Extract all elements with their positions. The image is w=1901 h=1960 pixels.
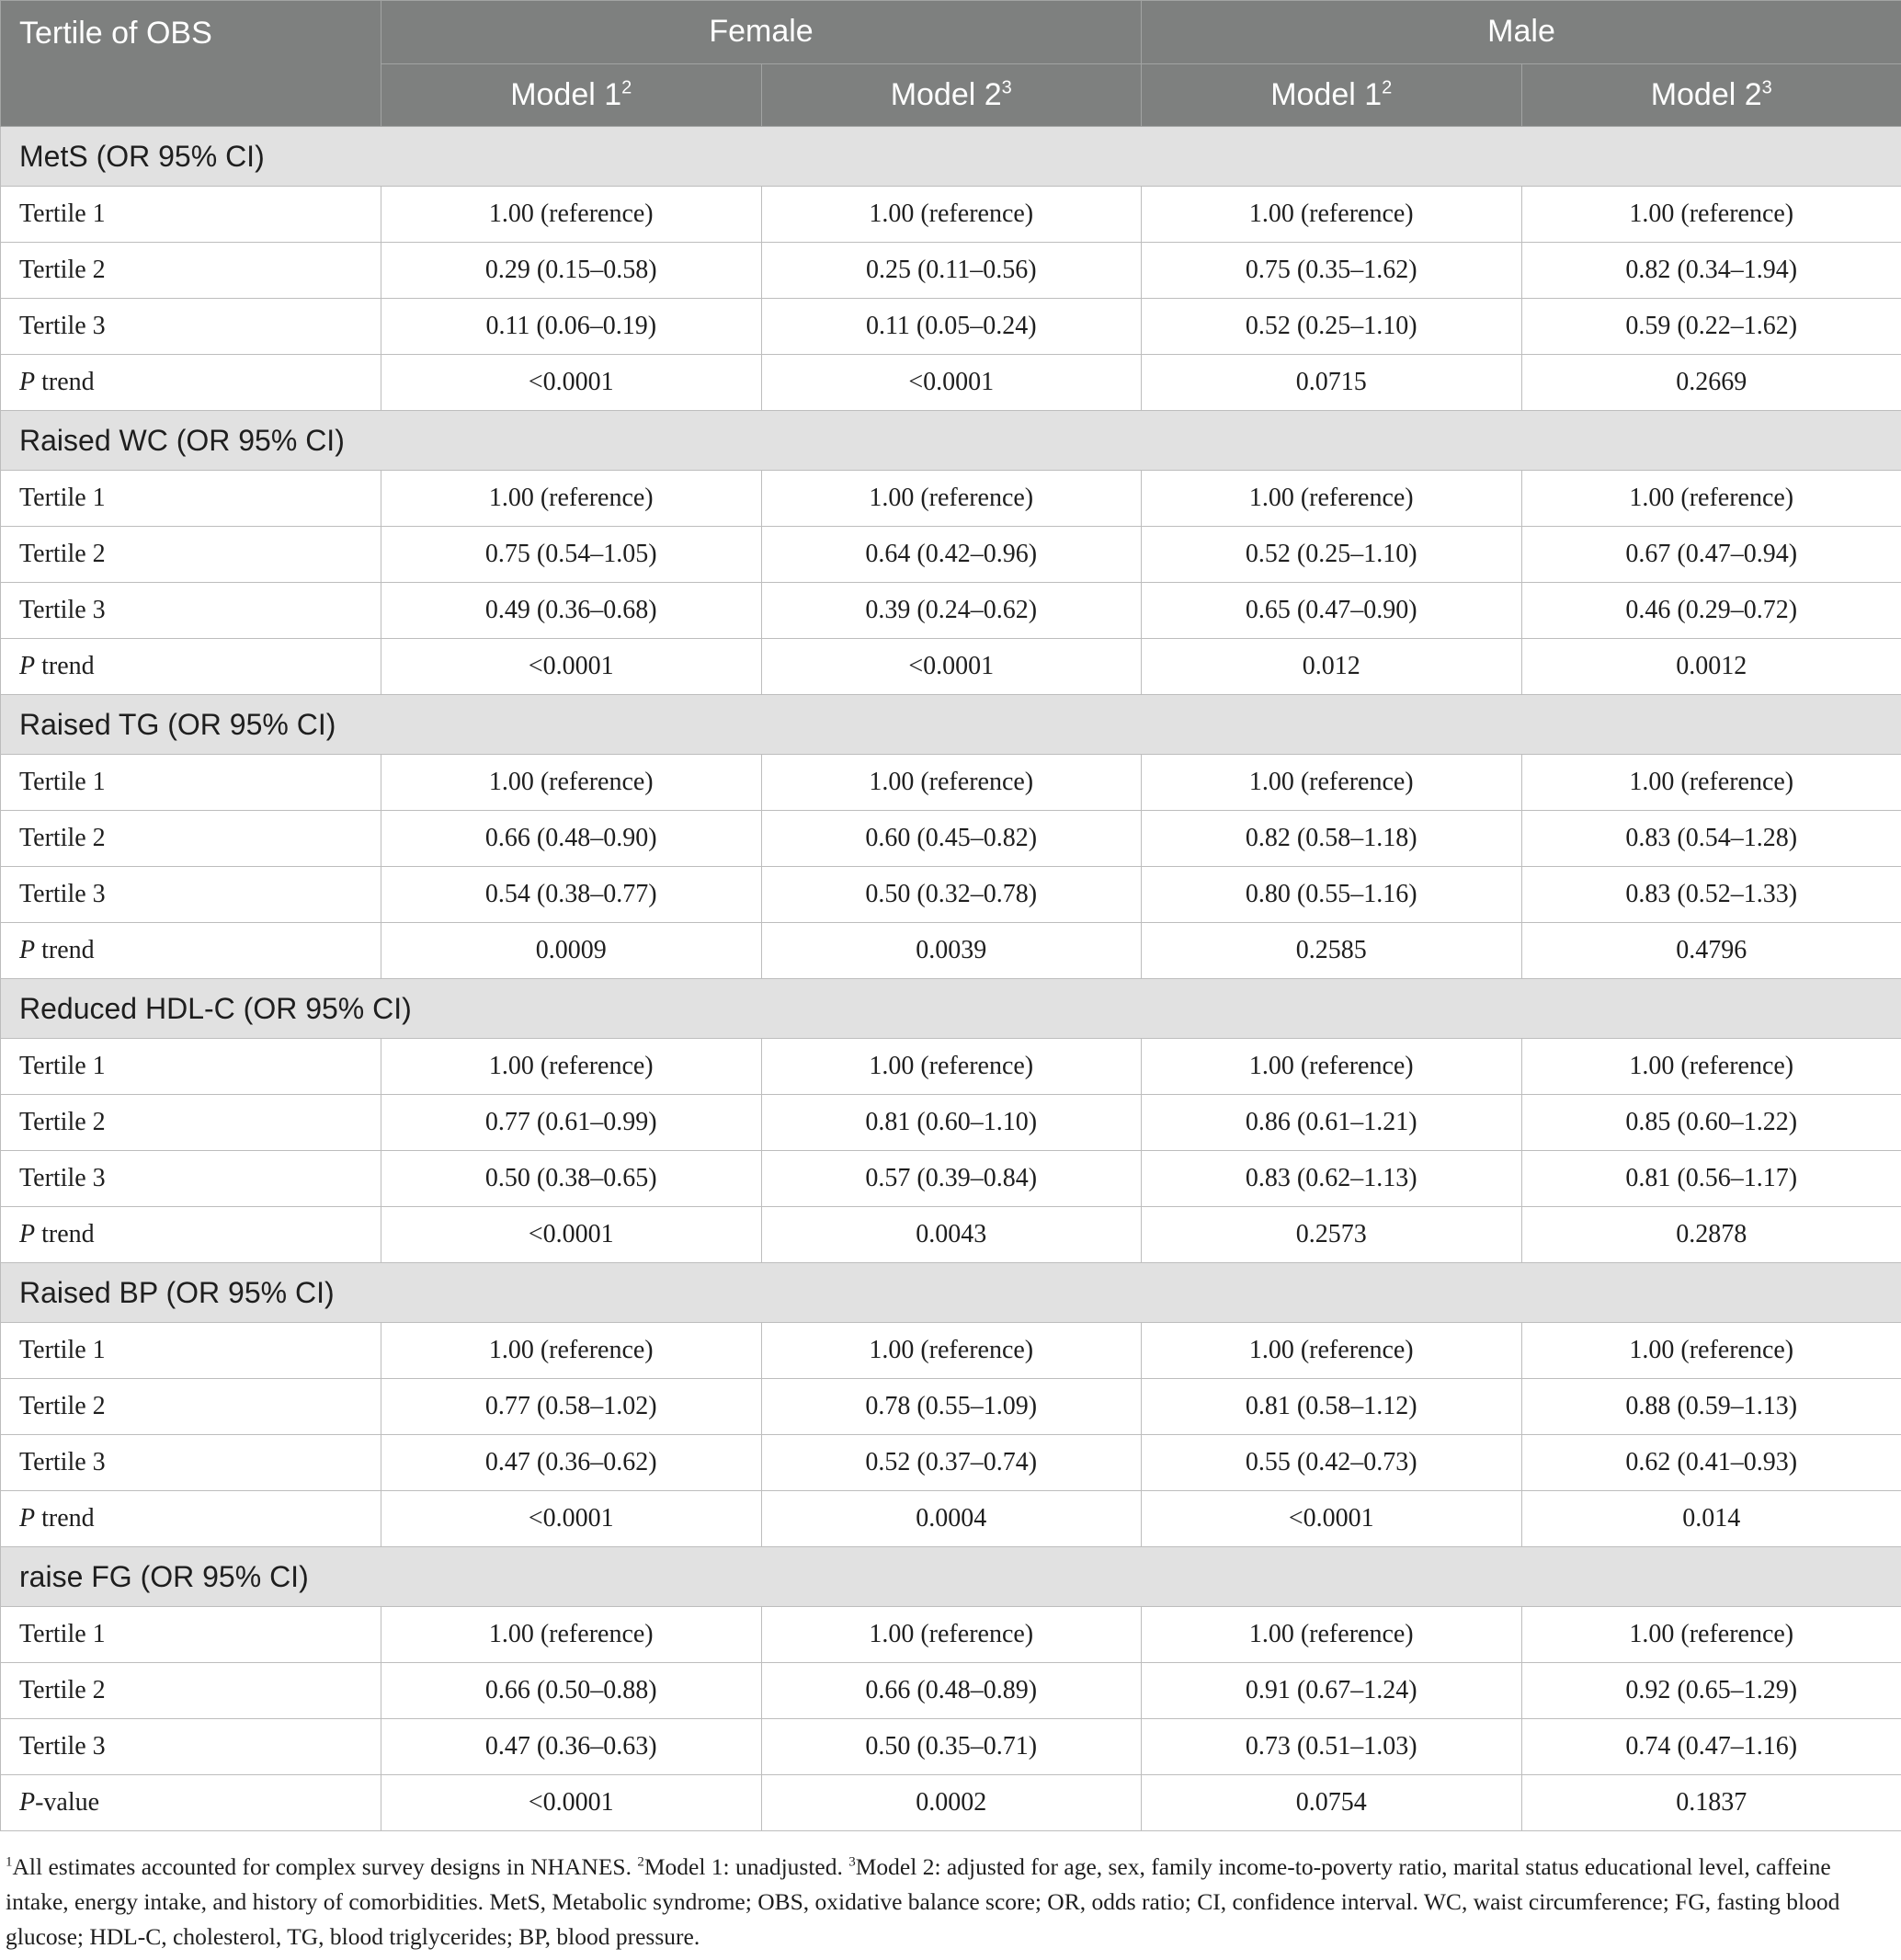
model-header-sup: 2 xyxy=(1382,77,1393,98)
table-cell: <0.0001 xyxy=(1142,1491,1522,1547)
table-footnote xyxy=(0,1850,1886,1954)
table-cell: 0.0009 xyxy=(381,923,762,979)
table-row xyxy=(1,187,1901,243)
row-label xyxy=(1,243,381,299)
table-cell: 0.81 (0.58–1.12) xyxy=(1142,1379,1522,1435)
table-cell: 1.00 (reference) xyxy=(1521,755,1901,811)
table-cell: 0.59 (0.22–1.62) xyxy=(1521,299,1901,355)
table-row xyxy=(1,1095,1901,1151)
table-cell: 1.00 (reference) xyxy=(761,187,1142,243)
table-cell: 0.29 (0.15–0.58) xyxy=(381,243,762,299)
table-cell: 0.82 (0.34–1.94) xyxy=(1521,243,1901,299)
table-cell: 0.014 xyxy=(1521,1491,1901,1547)
footnote-text: Model 1: unadjusted. xyxy=(643,1853,849,1880)
section-row xyxy=(1,695,1901,755)
table-cell: 0.39 (0.24–0.62) xyxy=(761,583,1142,639)
row-label xyxy=(1,1323,381,1379)
table-cell: 0.52 (0.25–1.10) xyxy=(1142,299,1522,355)
section-title: raise FG (OR 95% CI) xyxy=(1,1547,1901,1607)
table-row xyxy=(1,355,1901,411)
section-row xyxy=(1,1263,1901,1323)
row-label xyxy=(1,1775,381,1831)
row-label xyxy=(1,527,381,583)
row-label xyxy=(1,1039,381,1095)
section-title: Raised BP (OR 95% CI) xyxy=(1,1263,1901,1323)
table-cell: 0.2585 xyxy=(1142,923,1522,979)
model-header-sup: 2 xyxy=(621,77,632,98)
row-label-text: trend xyxy=(35,1504,95,1533)
table-cell: 0.67 (0.47–0.94) xyxy=(1521,527,1901,583)
table-cell: 0.46 (0.29–0.72) xyxy=(1521,583,1901,639)
table-cell: 0.88 (0.59–1.13) xyxy=(1521,1379,1901,1435)
table-cell: 1.00 (reference) xyxy=(761,471,1142,527)
model-header-sup: 3 xyxy=(1761,77,1772,98)
footnote-marker: 3 xyxy=(848,1854,856,1870)
table-cell: 0.52 (0.37–0.74) xyxy=(761,1435,1142,1491)
row-label-text: Tertile 1 xyxy=(19,1336,106,1364)
table-cell: 0.81 (0.56–1.17) xyxy=(1521,1151,1901,1207)
table-cell: 1.00 (reference) xyxy=(1142,755,1522,811)
table-row xyxy=(1,527,1901,583)
table-cell: 0.49 (0.36–0.68) xyxy=(381,583,762,639)
table-cell: <0.0001 xyxy=(381,1207,762,1263)
row-label xyxy=(1,1379,381,1435)
row-label-italic: P xyxy=(19,1788,36,1817)
row-label xyxy=(1,1663,381,1719)
table-row xyxy=(1,1039,1901,1095)
row-label-text: Tertile 2 xyxy=(19,540,106,568)
row-label-italic: P xyxy=(19,652,36,680)
row-label-text: Tertile 1 xyxy=(19,768,106,796)
model-header-label: Model 1 xyxy=(510,76,622,112)
table-cell: 0.11 (0.06–0.19) xyxy=(381,299,762,355)
row-label-text: Tertile 3 xyxy=(19,1732,106,1761)
model-header xyxy=(761,63,1142,127)
row-label xyxy=(1,923,381,979)
table-cell: 1.00 (reference) xyxy=(1521,1039,1901,1095)
table-cell: 0.65 (0.47–0.90) xyxy=(1142,583,1522,639)
table-cell: 1.00 (reference) xyxy=(1521,187,1901,243)
row-label-text: Tertile 1 xyxy=(19,1052,106,1080)
table-cell: 0.66 (0.50–0.88) xyxy=(381,1663,762,1719)
table-cell: 1.00 (reference) xyxy=(761,755,1142,811)
table-row xyxy=(1,1719,1901,1775)
table-body xyxy=(1,127,1901,1831)
model-header xyxy=(1142,63,1522,127)
section-row xyxy=(1,1547,1901,1607)
corner-header: Tertile of OBS xyxy=(1,1,381,127)
table-cell: 0.50 (0.35–0.71) xyxy=(761,1719,1142,1775)
section-title: Reduced HDL-C (OR 95% CI) xyxy=(1,979,1901,1039)
table-cell: 0.25 (0.11–0.56) xyxy=(761,243,1142,299)
table-cell: 1.00 (reference) xyxy=(381,1039,762,1095)
row-label-text: trend xyxy=(35,1220,95,1248)
table-cell: 0.83 (0.54–1.28) xyxy=(1521,811,1901,867)
table-row xyxy=(1,299,1901,355)
row-label-text: Tertile 2 xyxy=(19,1108,106,1136)
table-cell: 0.50 (0.32–0.78) xyxy=(761,867,1142,923)
table-cell: 0.54 (0.38–0.77) xyxy=(381,867,762,923)
table-cell: 1.00 (reference) xyxy=(1521,1607,1901,1663)
footnote-text: All estimates accounted for complex survey designs in NHANES. xyxy=(12,1853,638,1880)
table-cell: 0.50 (0.38–0.65) xyxy=(381,1151,762,1207)
table-cell: 0.47 (0.36–0.63) xyxy=(381,1719,762,1775)
footnote-marker: 1 xyxy=(6,1854,13,1870)
table-row xyxy=(1,867,1901,923)
table-cell: 0.73 (0.51–1.03) xyxy=(1142,1719,1522,1775)
row-label-text: Tertile 3 xyxy=(19,1164,106,1192)
table-cell: 0.91 (0.67–1.24) xyxy=(1142,1663,1522,1719)
table-cell: 0.77 (0.61–0.99) xyxy=(381,1095,762,1151)
table-row xyxy=(1,1663,1901,1719)
table-cell: 1.00 (reference) xyxy=(1142,187,1522,243)
footnote-text: Model 2: adjusted for age, sex, family income-to-poverty ratio, marital status educational level, caffeine intake, energy intake, and history of comorbidities. MetS, Metabolic syndrome; OBS, oxidative balance score; OR, odds ratio; CI, confidence interval. WC, waist circumference; FG, fasting blood glucose; HDL-C, cholesterol, TG, blood triglycerides; BP, blood pressure. xyxy=(6,1853,1840,1950)
table-cell: 1.00 (reference) xyxy=(1142,1039,1522,1095)
table-cell: 0.64 (0.42–0.96) xyxy=(761,527,1142,583)
table-row xyxy=(1,755,1901,811)
table-row xyxy=(1,1435,1901,1491)
row-label-text: Tertile 2 xyxy=(19,824,106,852)
table-cell: 1.00 (reference) xyxy=(381,187,762,243)
table-cell: 0.012 xyxy=(1142,639,1522,695)
table-cell: 0.81 (0.60–1.10) xyxy=(761,1095,1142,1151)
row-label xyxy=(1,355,381,411)
row-label xyxy=(1,1719,381,1775)
row-label xyxy=(1,187,381,243)
section-title: Raised WC (OR 95% CI) xyxy=(1,411,1901,471)
row-label-text: Tertile 2 xyxy=(19,256,106,284)
row-label xyxy=(1,1435,381,1491)
table-row xyxy=(1,1151,1901,1207)
table-cell: 0.86 (0.61–1.21) xyxy=(1142,1095,1522,1151)
table-cell: 0.55 (0.42–0.73) xyxy=(1142,1435,1522,1491)
row-label-text: Tertile 2 xyxy=(19,1676,106,1704)
table-cell: 1.00 (reference) xyxy=(381,1323,762,1379)
row-label-text: Tertile 3 xyxy=(19,596,106,624)
table-cell: 0.2878 xyxy=(1521,1207,1901,1263)
row-label xyxy=(1,471,381,527)
table-cell: 0.0754 xyxy=(1142,1775,1522,1831)
table-row xyxy=(1,1775,1901,1831)
table-cell: <0.0001 xyxy=(381,1491,762,1547)
table-cell: 0.0002 xyxy=(761,1775,1142,1831)
table-cell: 0.2669 xyxy=(1521,355,1901,411)
table-row xyxy=(1,811,1901,867)
table-row xyxy=(1,471,1901,527)
table-cell: 1.00 (reference) xyxy=(1521,1323,1901,1379)
table-cell: 1.00 (reference) xyxy=(761,1323,1142,1379)
row-label xyxy=(1,1151,381,1207)
table-row xyxy=(1,1207,1901,1263)
table-cell: 1.00 (reference) xyxy=(381,755,762,811)
table-cell: 0.0012 xyxy=(1521,639,1901,695)
row-label-italic: P xyxy=(19,1220,36,1248)
table-row xyxy=(1,923,1901,979)
table-cell: 1.00 (reference) xyxy=(1521,471,1901,527)
row-label xyxy=(1,867,381,923)
group-header-female: Female xyxy=(381,1,1142,64)
table-cell: 0.0039 xyxy=(761,923,1142,979)
table-cell: 0.75 (0.54–1.05) xyxy=(381,527,762,583)
table-cell: 1.00 (reference) xyxy=(761,1607,1142,1663)
row-label xyxy=(1,1607,381,1663)
table-cell: 1.00 (reference) xyxy=(381,471,762,527)
row-label-text: Tertile 1 xyxy=(19,484,106,512)
row-label xyxy=(1,811,381,867)
table-header xyxy=(1,1,1901,127)
row-label-text: -value xyxy=(35,1788,100,1817)
table-cell: 0.78 (0.55–1.09) xyxy=(761,1379,1142,1435)
section-row xyxy=(1,127,1901,187)
table-cell: 0.83 (0.62–1.13) xyxy=(1142,1151,1522,1207)
row-label-text: trend xyxy=(35,652,95,680)
table-cell: 0.66 (0.48–0.89) xyxy=(761,1663,1142,1719)
row-label xyxy=(1,755,381,811)
row-label-text: Tertile 1 xyxy=(19,199,106,228)
table-cell: 0.74 (0.47–1.16) xyxy=(1521,1719,1901,1775)
section-row xyxy=(1,979,1901,1039)
table-cell: 0.47 (0.36–0.62) xyxy=(381,1435,762,1491)
row-label-text: Tertile 2 xyxy=(19,1392,106,1420)
group-header-male: Male xyxy=(1142,1,1901,64)
model-header xyxy=(1521,63,1901,127)
table-row xyxy=(1,1491,1901,1547)
footnote-marker: 2 xyxy=(637,1854,644,1870)
row-label-text: trend xyxy=(35,936,95,964)
table-cell: 0.60 (0.45–0.82) xyxy=(761,811,1142,867)
table-cell: 1.00 (reference) xyxy=(1142,1607,1522,1663)
row-label xyxy=(1,1095,381,1151)
table-cell: 0.66 (0.48–0.90) xyxy=(381,811,762,867)
table-row xyxy=(1,583,1901,639)
table-cell: 0.1837 xyxy=(1521,1775,1901,1831)
table-cell: <0.0001 xyxy=(381,355,762,411)
model-header-label: Model 2 xyxy=(1650,76,1762,112)
table-row xyxy=(1,1379,1901,1435)
model-header-label: Model 2 xyxy=(890,76,1002,112)
row-label-text: Tertile 3 xyxy=(19,1448,106,1476)
table-cell: 1.00 (reference) xyxy=(761,1039,1142,1095)
table-cell: <0.0001 xyxy=(761,639,1142,695)
section-title: MetS (OR 95% CI) xyxy=(1,127,1901,187)
section-row xyxy=(1,411,1901,471)
table-cell: 0.2573 xyxy=(1142,1207,1522,1263)
table-cell: <0.0001 xyxy=(381,639,762,695)
table-row xyxy=(1,639,1901,695)
table-cell: 0.57 (0.39–0.84) xyxy=(761,1151,1142,1207)
row-label-text: Tertile 3 xyxy=(19,312,106,340)
row-label-italic: P xyxy=(19,1504,36,1533)
table-cell: 0.0004 xyxy=(761,1491,1142,1547)
section-title: Raised TG (OR 95% CI) xyxy=(1,695,1901,755)
model-header xyxy=(381,63,762,127)
table-cell: <0.0001 xyxy=(381,1775,762,1831)
table-cell: 0.52 (0.25–1.10) xyxy=(1142,527,1522,583)
table-cell: 0.62 (0.41–0.93) xyxy=(1521,1435,1901,1491)
header-row-groups xyxy=(1,1,1901,64)
table-cell: 1.00 (reference) xyxy=(381,1607,762,1663)
table-cell: <0.0001 xyxy=(761,355,1142,411)
table-row xyxy=(1,243,1901,299)
row-label-text: Tertile 3 xyxy=(19,880,106,908)
row-label xyxy=(1,299,381,355)
table-cell: 1.00 (reference) xyxy=(1142,1323,1522,1379)
model-header-sup: 3 xyxy=(1001,77,1012,98)
row-label xyxy=(1,1207,381,1263)
table-cell: 0.92 (0.65–1.29) xyxy=(1521,1663,1901,1719)
row-label-italic: P xyxy=(19,936,36,964)
row-label-italic: P xyxy=(19,368,36,396)
table-cell: 0.4796 xyxy=(1521,923,1901,979)
table-cell: 0.75 (0.35–1.62) xyxy=(1142,243,1522,299)
row-label xyxy=(1,1491,381,1547)
table-cell: 0.11 (0.05–0.24) xyxy=(761,299,1142,355)
model-header-label: Model 1 xyxy=(1270,76,1383,112)
table-row xyxy=(1,1607,1901,1663)
table-cell: 0.0043 xyxy=(761,1207,1142,1263)
table-cell: 0.0715 xyxy=(1142,355,1522,411)
table-cell: 0.85 (0.60–1.22) xyxy=(1521,1095,1901,1151)
row-label xyxy=(1,583,381,639)
table-cell: 0.82 (0.58–1.18) xyxy=(1142,811,1522,867)
row-label-text: Tertile 1 xyxy=(19,1620,106,1648)
table-cell: 0.83 (0.52–1.33) xyxy=(1521,867,1901,923)
row-label-text: trend xyxy=(35,368,95,396)
row-label xyxy=(1,639,381,695)
table-cell: 0.80 (0.55–1.16) xyxy=(1142,867,1522,923)
table-cell: 0.77 (0.58–1.02) xyxy=(381,1379,762,1435)
table-cell: 1.00 (reference) xyxy=(1142,471,1522,527)
table-row xyxy=(1,1323,1901,1379)
